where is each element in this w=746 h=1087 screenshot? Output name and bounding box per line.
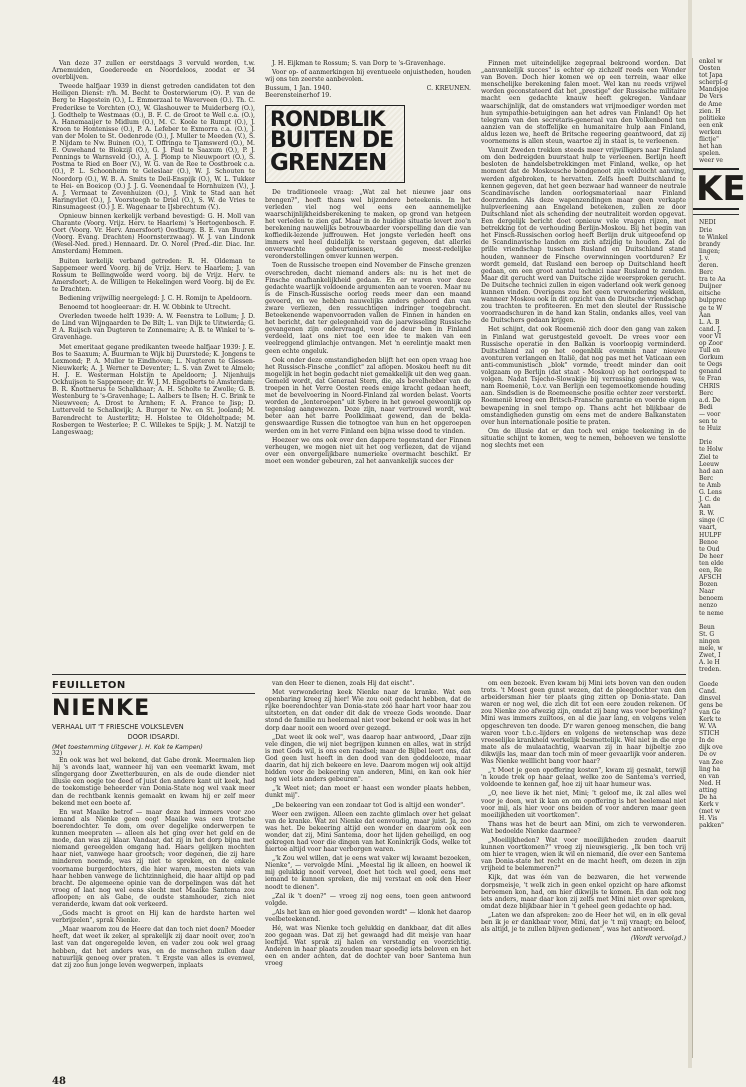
col2-intro-1: J. H. Eijkman te Rossum; S. van Dorp te 's-Gravenhage. <box>272 60 446 67</box>
feuilleton-column-1-paragraph: „Gods macht is groot en Hij kan de hardste harten wel verbrijzelen", sprak Nienke. <box>52 910 255 925</box>
adjacent-page-line: vaart, <box>699 524 717 532</box>
instalment-number: 32) <box>52 750 63 757</box>
adjacent-page-top-lines <box>693 58 739 164</box>
feuilleton-header <box>52 680 255 751</box>
section-divider <box>52 674 686 675</box>
adjacent-page-line: cand. J. <box>699 325 722 333</box>
feuilleton-column-3-paragraph: „O, nee lieve ik het niet, Mini; 't geloof me, ik zal alles wel voor je doen, wat ik kan en om opoffering is het heelemaal niet voor mij, als hier voor ons beiden of voor anderen maar geen moeilijkheden uit voortkomen". <box>481 790 686 819</box>
adjacent-page-line: Aan <box>699 311 711 319</box>
adjacent-page-line: te Amb <box>699 481 721 489</box>
column-2 <box>265 60 471 672</box>
adjacent-page-line: benoem <box>699 595 724 603</box>
adjacent-page-line: een enk <box>699 121 723 129</box>
signature-address: Beerensteinerhof 19. <box>265 92 332 100</box>
adjacent-page-line: tra te Aa <box>699 276 726 284</box>
adjacent-page-line: Bozen <box>699 581 718 589</box>
feuilleton-column-2-paragraph: „Zal ik 't doen?" — vroeg zij nog eens, toen geen antwoord volgde. <box>265 892 471 907</box>
feuilleton-column-3-paragraphs <box>481 680 686 933</box>
adjacent-page-line: Drie <box>699 226 713 234</box>
adjacent-page-line: J. C. de <box>699 496 721 504</box>
adjacent-page-line: De ov <box>699 751 717 759</box>
adjacent-page-line: A. le H <box>699 659 720 667</box>
adjacent-page-line: dinsvel <box>699 694 721 702</box>
adjacent-page-line <box>696 617 739 624</box>
column-2-paragraph: Toen de Russische troepen eind November de Finsche grenzen overschreden, dacht niemand anders als: nu is het met de Finsche onafhankelijkheid gedaan. En er waren voor deze gedachte waarlijk voldoende argumenten aan te voeren. Maar nu is de Finsch-Russische oorlog reeds meer dan een maand gevoerd, en we hebben nauwelijks anders gehoord dan van zware verliezen, den ressuchtigen indringer toegebracht. Beteekenende wapenvoorraden vallen de Finnen in handen en het bericht, dat ter gelegenheid van de jaarwisseling Russische gevangenen zijn ondervraagd, voor de deur ben in Finland verdeeld, laat ons niet toe een idee te maken van een veelreggend glimlachje ontvangen. Met 'n eerelintje maakt men geen echte ongeluk. <box>265 262 471 355</box>
adjacent-page-line <box>696 673 739 680</box>
feuilleton-column-2-paragraphs <box>265 680 471 968</box>
adjacent-page-line: St. G <box>699 630 715 638</box>
adjacent-page-line: Beun <box>699 623 715 631</box>
adjacent-page-line: te Winkel <box>699 233 728 241</box>
adjacent-page-line: zien. H <box>699 107 721 115</box>
adjacent-page-line: had aan <box>699 467 724 475</box>
adjacent-page-line: spelen. <box>699 150 721 158</box>
adjacent-page-line: en van <box>699 772 720 780</box>
adjacent-page-line: ningen <box>699 637 720 645</box>
adjacent-page-line: Ned. H <box>699 779 721 787</box>
adjacent-page-line: Ziel te <box>699 453 719 461</box>
column-1-paragraph: Bediening vrijwillig neergelegd: J. C. H. Romijn te Apeldoorn. <box>59 295 252 302</box>
adjacent-page-line: voor VI <box>699 332 722 340</box>
adjacent-page-line: atting <box>699 786 718 794</box>
adjacent-page-line: — voor <box>699 410 721 418</box>
feuilleton-column-2-paragraph: „De bekeering van een zondaar tot God is altijd een wonder". <box>272 801 466 809</box>
adjacent-page-line: politieke <box>699 114 726 122</box>
adjacent-page-line: te Oud <box>699 545 720 553</box>
feuilleton-author: DOOR IDSARDI. <box>127 733 180 741</box>
to-be-continued: (Wordt vervolgd.) <box>630 935 686 943</box>
column-3 <box>481 60 686 672</box>
adjacent-page-line: te Huiz <box>699 425 722 433</box>
adjacent-page-line: te Holw <box>699 446 723 454</box>
adjacent-page-line: ge te W <box>699 304 723 312</box>
adjacent-page-line: a.d. De <box>699 396 721 404</box>
adjacent-page-line: op Zoor <box>699 340 723 347</box>
feuilleton-column-1-paragraph: En ook was het wel bekend, dat Gabe dronk. Meermalen liep hij 's avonds laat, wanneer hij van een veemarkt kwam, met slingergang door Zwetterbuuren, en als de oude diender niet illusie een oogje toe deed of juist den andere kant uit keek, had de toekomstige beheerder van Donia-State nog wel vaak meer dan de rechtbank kennis gemaakt en kwam hij er zelf meer bekend met een boete af. <box>52 757 255 807</box>
adjacent-page-line: Leeuw <box>699 460 720 468</box>
adjacent-page-line: ling ha <box>699 765 720 773</box>
adjacent-page-line: brandy <box>699 240 721 248</box>
feuilleton-column-1-paragraphs <box>52 757 255 969</box>
adjacent-page-line: Kerk v <box>699 801 719 809</box>
feuilleton-column-3-paragraph: „Laten we dan afspreken: zoo de Heer het wil, en in elk geval ben ik je er dankbaar voor, Mini, dat je 't mij vraagt; en beloof, als altijd, je te zullen blijven gedienen", was het antwoord. <box>481 911 686 934</box>
feuilleton-column-2-paragraph: Hé, wat was Nienke toch gelukkig en dankbaar, dat dit alles zoo gegaan was. Dat zij het gewaagd had dit meisje van haar leeftijd. Wat sprak zij halen en verstandig en voorzichtig. Anderen in haar plaats zouden maar spoedig iets beloven en het een en ander achten, dat de dochter van boer Santema hun vroeg <box>265 925 471 968</box>
column-3-paragraph: Om de illusie dat er dan toch wel enige teekening in de situatie schijnt te komen, weg te nemen, behoeven we tenslotte nog slechts met een <box>481 427 686 449</box>
adjacent-page-bottom-lines <box>693 219 739 829</box>
rondblik-line-2: BUITEN DE <box>270 128 394 154</box>
feuilleton-column-3-paragraph: Kijk, dat was één van de bezwaren, die het verwende dorpsmeisje, 't welk zich in geen enkel opzicht op hare afkomst beroemen kon, had, om hier dikwijls te komen. En dan ook nog iets anders, maar daar kon zij zelfs met Mini niet over spreken, omdat deze blijkbaar hier in 't geheel geen gedachte op had. <box>481 874 686 910</box>
adjacent-page-line: De heer <box>699 552 724 560</box>
adjacent-page-line: genand <box>699 368 722 376</box>
adjacent-page-line: de Ame <box>699 100 722 108</box>
column-1-paragraph: Van deze 37 zullen er eerstdaags 3 vervuld worden, t.w. Arnemuiden, Goedereede en Noordeloos, zoodat er 34 overblijven. <box>52 60 255 82</box>
rondblik-line-1: RONDBLIK <box>270 107 385 132</box>
feuilleton-column-1-paragraph: „Maar waarom zou de Heere dat dan toch niet doen? Moeder heeft, dat weet ik zeker, al sprakelijk zij daar nooit over, zoo'n last van dat ongeregelde leven, en vader zou ook wel graag hebben, dat het anders was, en de menschen zullen daar natuurlijk genoeg over praten. 't Ergste van alles is evenwel, dat zij zoo hun jonge leven wegwerpen, inplaats <box>52 926 255 969</box>
adjacent-page-line: scherpI-g <box>699 79 728 87</box>
adjacent-page-line: pakken" <box>699 822 724 830</box>
feuilleton-column-2 <box>265 680 471 1068</box>
feuilleton-column-2-paragraph: Met verwondering keek Nienke naar de kranke. Wat een openbaring kreeg zij hier! Wie zou ooit gedacht hebben, dat de rijke boerendochter van Donia-state zóó haar hart voor haar zou uitstorten, en dat onder dit dak de vreeze Gods woonde. Daar stond de familie nu heelemaal niet voor bekend er ook was in het dorp daar nooit een woord over gezegd. <box>265 689 471 732</box>
adjacent-page-line: Cand. <box>699 687 717 695</box>
adjacent-page-line <box>696 432 739 439</box>
adjacent-page-line: enkel w <box>699 58 723 65</box>
adjacent-page-line: G. Lens <box>699 488 722 496</box>
adjacent-page-line: Berc <box>699 474 714 482</box>
feuilleton-column-2-paragraph: „'k Weet niet; dan moet er haast een wonder plaats hebben, dunkt mij". <box>265 785 471 800</box>
adjacent-page-line: Zwet, I <box>699 652 721 660</box>
column-1-paragraph: Overleden tweede helft 1939: A. W. Feenstra te Lollum; J. D. de Lind van Wijngaarden te De Bilt; L. van Dijk te Uitwierda; G. P. A. Ruijsch van Dugteren te Zonnemaire; A. B. te Winkel te 's-Gravenhage. <box>52 313 255 342</box>
column-2-paragraph: De traditioneele vraag: „Wat zal het nieuwe jaar ons brengen?", heeft thans wel bijzondere beteekenis. In het verleden viel nog wel eens een aannemelijke waarschijnlijkheidsberekening te maken, op grond van hetgeen het verleden te zien gaf. Maar in de huidige situatie levert zoo'n berekening nauwelijks betrouwbaarder voorspelling dan die van koffiedik-lezende juffrouwen. Het jongste verleden heeft ons immers wel heel duidelijk te verstaan gegeven, dat allerlei onverwachte gebeurtenissen, de meest-redelijke veronderstellingen omver kunnen werpen. <box>265 189 471 261</box>
adjacent-page-line: treden. <box>699 666 721 674</box>
adjacent-page-line: singe (C <box>699 517 725 525</box>
adjacent-page-line: L. A. B <box>699 318 720 326</box>
adjacent-page-edge <box>692 58 746 1058</box>
feuilleton-column-2-paragraph: „'k Zou wel willen, dat je eens wat vaker wij kwaamt bezoeken, Nienke", — vervolgde Mini. „Meestal lig ik alleen, en hoewel ik mij gelukkig nooit verveel, doet het toch wel goed, eens met iemand te kunnen spreken, die mij verstaat en ook den Heer noodt te dienen". <box>265 855 471 891</box>
adjacent-page-line: Goede <box>699 680 719 688</box>
adjacent-page-line: te neme <box>699 609 724 617</box>
adjacent-page-line: Oosten <box>699 65 721 73</box>
adjacent-page-line: AFSCH <box>699 574 722 582</box>
adjacent-page-line: R. W. <box>699 510 715 518</box>
adjacent-page-line: STICH <box>699 730 720 738</box>
column-1-paragraph: Buiten kerkelijk verband getreden: R. H. Oldeman te Sappemeer werd Voorg. bij de Vrijz. Herv. te Haarlem; J. van Rossum te Bellingwolde werd voorg. bij de Vrijz. Herv. te Amersfoort; A. de Willigen te Hekelingen werd Voorg. bij de Ev. te Drachten. <box>52 257 255 293</box>
adjacent-page-line: Duijner <box>699 283 722 291</box>
adjacent-page-line: te Oegs <box>699 361 723 369</box>
feuilleton-column-2-paragraph: „Als het kan en hier goed gevonden wordt" — klonk het daarop veelbeteekenend. <box>265 908 471 923</box>
adjacent-page-line: tot Japa <box>699 72 723 80</box>
newspaper-page <box>52 58 686 1087</box>
adjacent-page-line: van Ge <box>699 708 721 716</box>
feuilleton-title: NIENKE <box>52 696 151 721</box>
adjacent-page-line: W. VA <box>699 723 717 731</box>
feuilleton-column-3-paragraph: Thans was het de beurt aan Mini, om zich te verwonderen. Wat bedoelde Nienke daarmee? <box>481 820 686 835</box>
column-2-paragraph: Ook onder deze omstandigheden blijft het een open vraag hoe het Russisch-Finsche „conflict" zal aflopen. Moskou heeft nu dit mogelijk in het begin gedacht niet gemakkelijk uit den weg gaan. Gemeld wordt, dat Generaal Stern, die, als bevelhebber van de troepen in het Verre Oosten reeds enige kracht gedaan heeft, met de bevelvoering in Noord-Finland zal worden belast. Voorts worden de „lenteroepen" uit Sybere in het gewoel gewoonlijk op tegenslag aangewezen. Doze zijn, naar vertrouwd wordt, wat beter aan het barre Poolklimaat gewend, dan de bekla-genswaardige Russen die totnogtoe van hun en het opgeroepen werden om in het verre Finland een bijna wisse dood te vinden. <box>265 356 471 435</box>
adjacent-page-line: Benoe <box>699 538 718 546</box>
column-3-paragraph: Vanuit Zweden trekken steeds meer vrijwilligers naar Finland om den bedreigden buurstaat hulp te verleenen. Berlijn heeft besloten de handelsbetrekkingen met Finland, welke, op het moment dat de Moskousche bondgenoot zijn veldtocht aanving, werden afgebroken, te hervatten. Zelfs heeft Duitschland te kennen gegeven, dat het geen bezwaar had wanneer de neutrale Scandinavische landen oorlogsmateriaal naar Finland doorzenden. Als deze wapenzendingen maar geen verkapte hulpverleening aan Engeland betekenen, zullen ze door Duitschland niet als schending der neutraliteit worden opgevat. Een dergelijk bericht doet opnieuw vele vragen rijzen, met betrekking tot de verhouding Berlijn-Moskou. Bij het begin van het Finsch-Russischen oorlog heeft Berlijn druk uitgeoefend op de Scandinavische landen om zich afzijdig te houden. Zal de prille vriendschap tusschen Rusland en Duitschland stand houden, wanneer de Finsche overwinningen voortduren? Er wordt gemeld, dat Rusland een beroep op Duitschland heeft gedaan, om een groot aantal technici naar Rusland te zenden. Maar dit gerucht werd van Duitsche zijde weersproken gerucht. De Duitsche technici zullen in eigen vaderland ook werk genoeg kunnen vinden. Overigens zou het geen verwondering wekken, wanneer Moskou ook in dit opzicht van de Duitsche vriendschap zou trachten te profiteeren. En met den sleutel der Russische voorraadschuren in de hand kan Stalin, ondanks alles, veel van de Duitschers gedaan krijgen. <box>481 147 686 325</box>
page-number: 48 <box>52 1076 66 1087</box>
adjacent-page-line: (met w <box>699 808 721 816</box>
feuilleton-column-2-paragraph: Weer een zwijgen. Alleen een zachte glimlach over het gelaat van de kranke. Wat zei Nienke dat eenvoudig, maar juist. Ja, zoo was het. De bekeering altijd een wonder en daarom ook een wonder, dat zij, Mini Santema, door het lijden geheiligd, en oog gekregen had voor die dingen van het Koninkrijk Gods, welke tot hiertoe altijd voor haar verborgen waren. <box>265 810 471 854</box>
adjacent-page-line: gens be <box>699 701 723 709</box>
column-1-paragraph: Tweede halfjaar 1939 in dienst getreden candidaten tot den Heiligen Dienst: r/h. M. Becht te Oosterwierum (O). P. van de Berg te Hagestein (O.), L. Emmerzaal te Waverveen (O.). Th. C. Frederikse te Vorchten (O.), W. Glashouwer te Muiderberg (O.), J. Godthelp te Westmaas (O.), B. F. C. de Groot te Well c.a. (O.), A. Hanemaaijer te Midlum (O.), M. C. Koole te Rumpt (O.), J. Kroon te Hontenisse (O.), P. A. Lefeber te Exmorra c.a. (O.), J. van der Molen te St. Oedenrode (O.), J. Muller te Meeden (V.), S. P. Nijdam te Nw. Buinen (O.), T. Offringa te Tjamswerd (O.), M. E. Ouwehand te Biokzijl (O.), G. J. Paul te Saaxum (O.), P. J. Pennings te Warnsveld (O.), A. J. Plomp te Nieuwpoort (O.), S. Postma te Ried en Boer (V.), W. G. van de Ree te Oostbroek c.a. (O.), P. L. Schoonheim te Geleslaar (O.), W. J. Schouten te Noordorp (O.), W. B. A. Smits te Deil-Enspijk (O.), W. L. Tukker te Hei- en Boeicop (O.) J. J. G. Veenendaal te Hornhuizen (V.), J. A. J. Vermaat te Zevenhuizen (O.), J. Vink te Stad aan het Haringvliet (O.), J. Voorsteegh te Driel (O.), S. W. de Vries te Rinsumageest (O.) J. E. Wagenaar te IJsbrechtum (V.). <box>52 83 255 211</box>
column-1-paragraph: Benoemd tot hoogleeraar: dr. H. W. Obbink te Utrecht. <box>59 304 231 312</box>
col2-intro-2: Voor op- of aanmerkingen bij eventueele onjuistheden, houden wij ons ten zeerste aanbevolen. <box>265 69 471 84</box>
adjacent-page-line: Drie <box>699 439 713 447</box>
adjacent-page-line: HULPF <box>699 531 722 539</box>
feuilleton-column-3 <box>481 680 686 1068</box>
column-3-paragraphs <box>481 60 686 449</box>
column-2-paragraph: Hoezeer we ons ook over den dappere tegenstand der Finnen verheugen, we mogen niet uit het oog verliezen, dat de vijand over een onvergelijkbare numerieke overmacht beschikt. Er moet een wonder gebeuren, zal het aanvankelijk succes der <box>265 436 471 465</box>
adjacent-page-line: werken <box>699 128 722 136</box>
feuilleton-publisher-note: (Met toestemming Uitgever J. H. Kok te Kampen) <box>52 744 203 751</box>
adjacent-page-line: CHRIS <box>699 382 720 390</box>
adjacent-page-line: bulpprec <box>699 297 727 305</box>
adjacent-page-headline: KE <box>693 168 739 210</box>
feuilleton-kicker: FEUILLETON <box>52 680 255 694</box>
adjacent-page-line: sen te <box>699 418 718 426</box>
adjacent-page-line: weer ve <box>699 157 723 165</box>
adjacent-page-line: deren. <box>699 261 719 269</box>
adjacent-page-line: dijk ove <box>699 744 723 752</box>
rondblik-line-3: GRENZEN <box>270 150 387 177</box>
adjacent-page-line: J. v. <box>699 254 710 262</box>
adjacent-page-line: lingen; <box>699 247 720 255</box>
adjacent-page-line: flictje" <box>699 136 719 144</box>
adjacent-page-line: Berc <box>699 269 714 277</box>
adjacent-page-line: De Vers <box>699 93 723 101</box>
feuilleton-column-3-paragraph: „'t Moet je geen opoffering kosten", kwam zij gesnakt, terwijl 'n koude trek op haar gelaat, welke zoo de Santema's verried, voldoende te kennen gaf, hoe zij uit haar humeur was. <box>481 767 686 789</box>
feuilleton-column-2-paragraph: „Dat weet ik ook wel", was daarop haar antwoord, „Daar zijn vele dingen, die wij niet begrijpen kunnen en alles, wat in strijd is met Gods wil, is ons een raadsel; maar de Bijbel leert ons, dat God geen lust heeft in den dood van den goddelooze, maar daarin, dat hij zich bekeere en leve. Daarom mogen wij ook altijd bidden voor de bekeering van anderen, Mini, en kan ook hier nog wel iets anders gebeuren". <box>265 733 471 784</box>
column-1 <box>52 60 255 672</box>
signature-line <box>265 85 471 92</box>
adjacent-page-rule <box>693 214 739 215</box>
adjacent-page-line: het han <box>699 143 723 151</box>
adjacent-page-line: De ha <box>699 794 717 801</box>
rondblik-headline-box <box>265 105 405 183</box>
adjacent-page-line: een, Re <box>699 567 722 574</box>
adjacent-page-line: NEDI <box>699 219 716 227</box>
column-3-paragraph: Finnen met uiteindelijke zegepraal bekroond worden. Dat „aanvankelijk succes" is echter op zichzelf reeds een Wonder van Boven. Doch hier komen we op een terrein, waar elke menschelijke berekening falen moet. Wel kan nu reeds vrijwel worden geconstateerd dat het „prestige" der Russische militaire macht een gedachte knauw heeft gekregen. Vandaar waarschijnlijk, dat de omstanders wat vrijmoediger worden met hun sympathie-betuigingen aan het adres van Finland! Op het telegram van den secretaris-generaal van den Volkenbond ten aanzien van de stoffelijke en humanitaire hulp aan Finland, aldus lezen we, heeft de Britsche regeering geantwoord, dat zij voornemens is allen steun, waartoe zij in staat is, te verleenen. <box>481 60 686 146</box>
adjacent-page-line: Gorkum <box>699 354 724 362</box>
adjacent-page-line: eitsche <box>699 290 721 298</box>
adjacent-page-line: Tull en <box>699 347 721 355</box>
feuilleton-column-1-paragraph: En wat Maaike betrof — maar deze had immers voor zoo iemand als Nienke geen oog! Maaike was een trotsche boerendochter. Te dom, om over degelijke onderwerpen te kunnen meepraten — alleen als het ging over het geld en de mode, dan was zij klaar. Vandaar, dat zij in het dorp bijna met niemand gereegelden omgang had. Haars gelijken mochten haar niet, vanwege haar grootsch; voor degenen, die zij hare minderen noemde, was zij niet te spreken, en de enkele voorname burgerdochters, die hier waren, moesten niets van haar hebben vanwege de lichtzinnigheid, die haar altijd op pad bracht. De algemeene opinie van de dorpelingen was dat het vroeg of laat nog wel eens slecht met Maaike Santema zou afloopen; en als Gabe, de oudste stamhouder, zich niet veranderde, kwam dat ook verkeerd. <box>52 808 255 908</box>
signature-name: C. KREUNEN. <box>426 85 471 93</box>
adjacent-page-line: te Fran <box>699 375 722 383</box>
adjacent-page-line: nenzo <box>699 602 718 610</box>
adjacent-page-line: Bedi <box>699 403 713 411</box>
feuilleton-subtitle: VERHAAL UIT 'T FRIESCHE VOLKSLEVEN <box>52 723 184 731</box>
column-1-paragraph: Opnieuw binnen kerkelijk verband bevestigd: G. H. Moll van Charante (Voorg. Vrijz. Herv. te Haarlem) 's Hertogenbosch. F. Oort (Voorg. Vr. Herv. Amersfoort) Oostburg. B. E. van Buuren (Voorg. Evang. Drachten) Hoornsterzwaag). W. J. van Lindonk (Wesel-Ned. pred.) Hennaard. Dr. O. Norel (Pred.-dir. Diac. Inr. Amsterdam) Hemmen. <box>52 212 255 256</box>
feuilleton-column-1 <box>52 750 255 1068</box>
adjacent-page-line: van Zee <box>699 758 724 766</box>
adjacent-page-line: Kerk te <box>699 715 722 723</box>
signature-place-date: Bussum, 1 Jan. 1940. <box>265 85 332 93</box>
adjacent-page-line: H. Vis <box>699 815 718 823</box>
adjacent-page-line: Mandsjoe <box>699 86 729 94</box>
column-1-paragraphs <box>52 60 255 436</box>
feuilleton-column-3-paragraph: om een bezoek. Even kwam bij Mini iets boven van den ouden trots. 't Moest geen gunst wezen, dat de pleegdochter van den arbeidersman hier ter plaats ging zitten op Donia-state. Dan waren er nog wel, die zich dit tot een eere zouden rekenen. Of zou Nienke zoo afwezig zijn, omdat zij bang was voor beperking? Mini was immers zuiltoos, en al die jaar lang, en volgens velen opgeschreven ten doode. D'r waren genoeg menschen, die bang waren voor t.b.c.-lijders en volgens de wetenschap was deze vreeselijke krankheid werkelijk besmettelijk. Wel niet in die erge mate als de mulaatachtig, waarvan zij in haar bijbeltje zoo dikwijls las, maar dan toch min of meer gevaarlijk voor anderen. Was Nienke welllicht bang voor haar? <box>481 680 686 766</box>
column-1-paragraph: Met emeritaat gegane predikanten tweede halfjaar 1939: J. E. Bos te Saaxum; A. Buurman te Wijk bij Duurstede; K. Jongens te Lexmond; P. A. Muller te Eindhoven; L. Nugteren te Giessen-Nieuwkerk; A. J. Werner te Deventer; L. S. van Zwet te Almelo; H. J. E. Westerman Holstijn te Apeldoorn; J. Nijenhuijs Ockhuijsen te Sappemeer; dr. W. J. M. Engelberts te Amsterdam; B. R. Knottnerus te Schalkhaar; A. H. Scholte te Zwolle; G. B. Westenburg te 's-Gravenhage; L. Aalbers te Ilsen; H. C. Brink te Nieuwveen; A. Drost te Arnhem; F. A. France te Jisp; D. Lutterveld te Schalkwijk; A. Burger te Nw. en St. Jooland; M. Barendrecht te Austerlitz; H. Holstee te Oldeholtpade; M. Rosbergen te Westerlee; P. C. Willekes te Spijk; J. M. Natzijl te Langeswaag; <box>52 343 255 436</box>
column-3-paragraph: Het schijnt, dat ook Roemenië zich door den gang van zaken in Finland wat gerustgesteld gevoelt. De vrees voor een Russische operatie in den Balkan is voorloopig verminderd. Duitschland zal op het oogenblik evenmin naar nieuwe avonturen verlangen en Italië, dat nog pas met het Vaticaan een anti-communistisch „blok" vormde, treedt minder dan ooit volgzaam op Berlijn (dat staat - Moskou) op het oorlogspad te volgen. Nadat Tsjecho-Slowakije bij verrassing genomen was, nam Roemenië, t.o.v. van Berlijn een tegemoetkomende houding aan. Sindsdien is de Roemeensche positie echter zeer versterkt. Roemenië kreeg een Britsch-Fransche garantie en voerde eigen bewapening in snel tempo op. Thans acht het blijkbaar de omstandigheden gunstig om eens met de andere Balkanstaten over hun internationale positie te praten. <box>481 326 686 426</box>
adjacent-page-line: In de <box>699 737 715 745</box>
feuilleton-column-2-paragraph: van den Heer te dienen, zoals Hij dat eischt". <box>272 680 415 687</box>
adjacent-page-line: Aan <box>699 503 711 511</box>
feuilleton-column-3-paragraph: „Moeilijkheden? Wat voor moeilijkheden zouden daaruit kunnen voortkomen?" vroeg zij nieuwsgierig. „Ik ben toch vrij om hier te vragen, wien ik wil en niemand, die over een Santema van Donia-state het recht en de macht heeft, om dezen in zijn vrijheid te belemmeren?" <box>481 836 686 873</box>
adjacent-page-line: Naar <box>699 588 715 596</box>
adjacent-page-line: Berc <box>699 389 714 397</box>
adjacent-page-line: mele, w <box>699 645 723 653</box>
adjacent-page-line: ten elde <box>699 559 724 567</box>
column-2-paragraphs <box>265 189 471 465</box>
